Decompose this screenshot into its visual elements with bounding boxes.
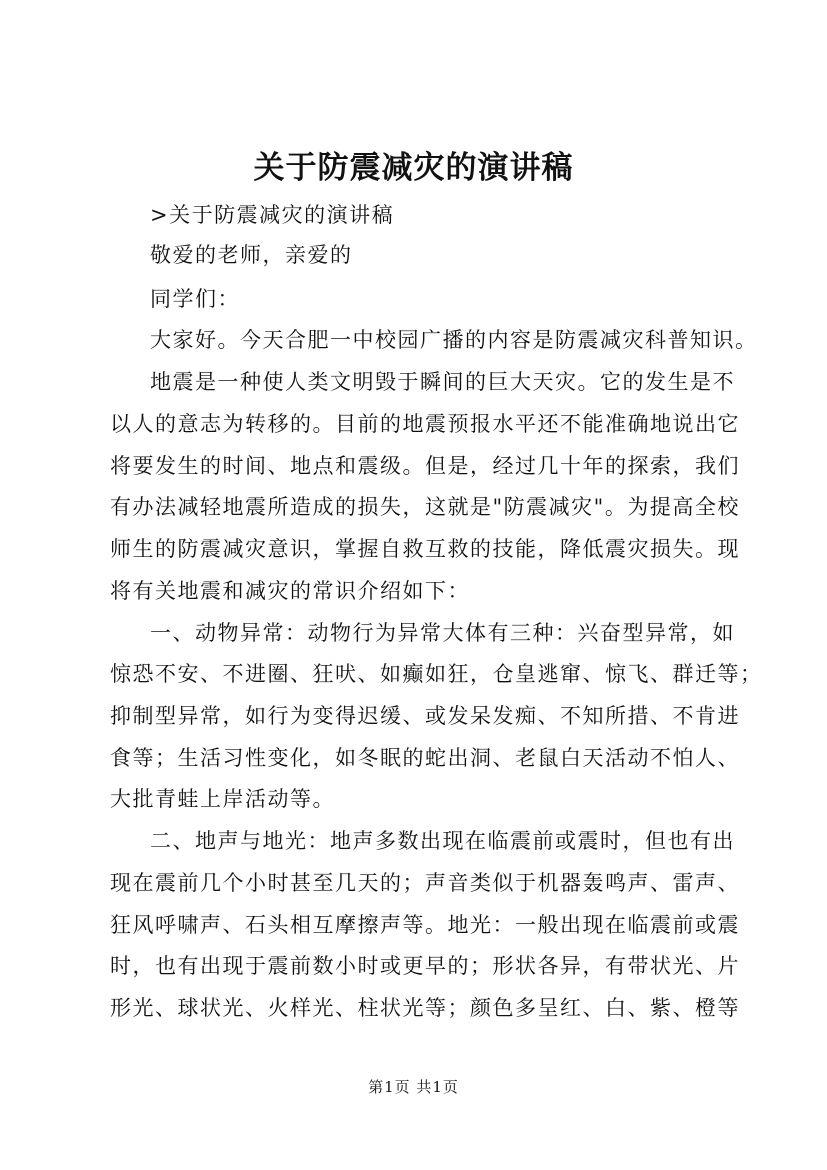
paragraph-line: 大批青蛙上岸活动等。	[110, 787, 335, 811]
paragraph-line: 狂风呼啸声、石头相互摩擦声等。地光：一般出现在临震前或震	[110, 913, 740, 937]
subtitle-line: >关于防震减灾的演讲稿	[150, 203, 395, 227]
paragraph-line: 惊恐不安、不进圈、狂吠、如癫如狂，仓皇逃窜、惊飞、群迁等；	[110, 662, 763, 686]
paragraph-line: 大家好。今天合肥一中校园广播的内容是防震减灾科普知识。	[150, 328, 758, 352]
page-footer: 第1页 共1页	[368, 1078, 459, 1096]
paragraph-line: 形光、球状光、火样光、柱状光等；颜色多呈红、白、紫、橙等	[110, 996, 740, 1020]
paragraph-line: 抑制型异常，如行为变得迟缓、或发呆发痴、不知所措、不肯进	[110, 704, 740, 728]
greeting-line: 同学们：	[150, 287, 240, 311]
paragraph-line: 以人的意志为转移的。目前的地震预报水平还不能准确地说出它	[110, 412, 740, 436]
paragraph-line: 将要发生的时间、地点和震级。但是，经过几十年的探索，我们	[110, 454, 740, 478]
paragraph-line: 有办法减轻地震所造成的损失，这就是"防震减灾"。为提高全校	[110, 495, 740, 519]
paragraph-line: 现在震前几个小时甚至几天的；声音类似于机器轰鸣声、雷声、	[110, 871, 740, 895]
paragraph-line: 食等；生活习性变化，如冬眠的蛇出洞、老鼠白天活动不怕人、	[110, 746, 740, 770]
paragraph-line: 二、地声与地光：地声多数出现在临震前或震时，但也有出	[150, 829, 735, 853]
paragraph-line: 将有关地震和减灾的常识介绍如下：	[110, 579, 470, 603]
greeting-line: 敬爱的老师，亲爱的	[150, 243, 353, 267]
paragraph-line: 师生的防震减灾意识，掌握自救互救的技能，降低震灾损失。现	[110, 537, 740, 561]
paragraph-line: 地震是一种使人类文明毁于瞬间的巨大天灾。它的发生是不	[150, 370, 735, 394]
paragraph-line: 一、动物异常：动物行为异常大体有三种：兴奋型异常，如	[150, 621, 735, 645]
paragraph-line: 时，也有出现于震前数小时或更早的；形状各异，有带状光、片	[110, 954, 740, 978]
page-title: 关于防震减灾的演讲稿	[253, 150, 574, 186]
